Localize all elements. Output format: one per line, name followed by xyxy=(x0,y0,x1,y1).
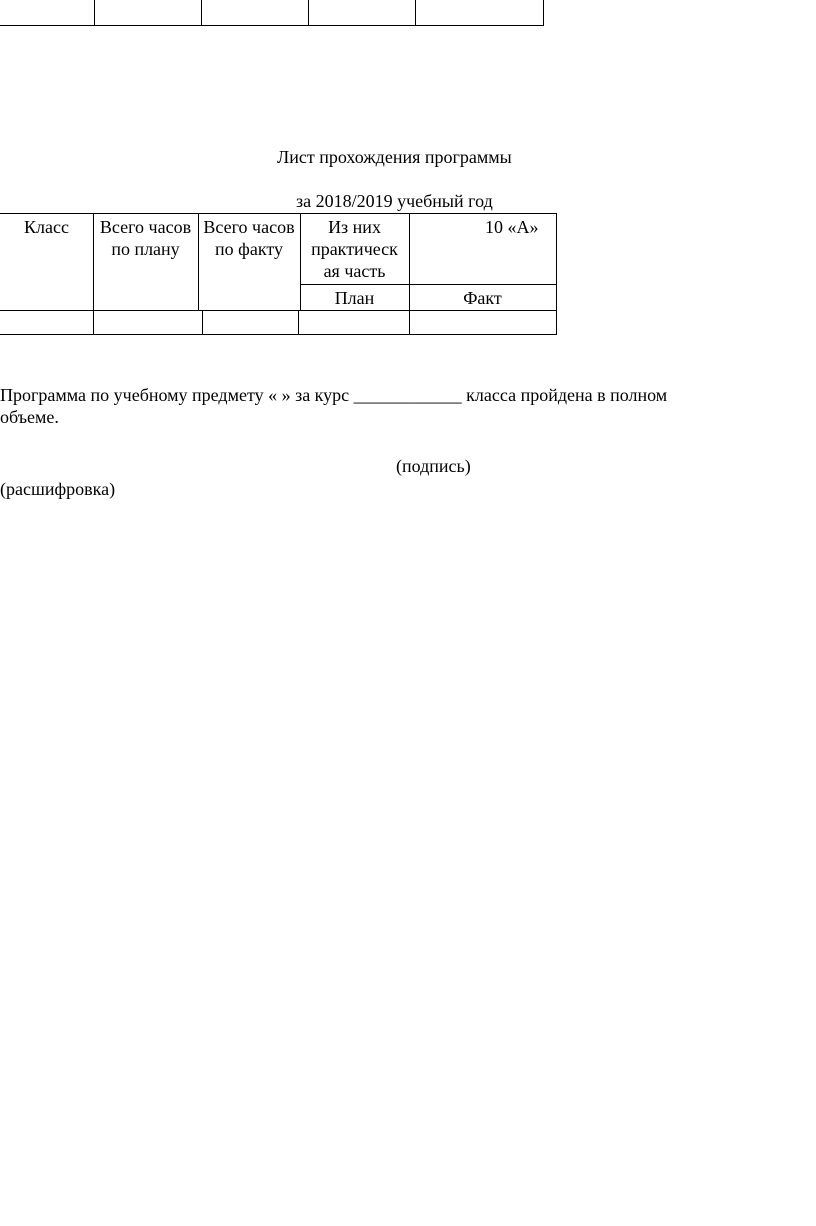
header-actual-hours-line1: Всего часов xyxy=(203,217,295,237)
decoding-label: (расшифровка) xyxy=(0,479,116,499)
academic-year: за 2018/2019 учебный год xyxy=(296,191,493,211)
header-practical xyxy=(300,216,409,282)
completion-statement-line1: Программа по учебному предмету « » за курс ____________ класса пройдена в полном xyxy=(0,385,668,405)
header-planned-hours xyxy=(93,216,198,260)
top-partial-table xyxy=(0,0,544,26)
header-planned-hours-line1: Всего часов xyxy=(99,217,192,237)
header-class: Класс xyxy=(24,217,69,237)
header-practical-line3: ая часть xyxy=(323,261,386,281)
header-practical-line1: Из них xyxy=(328,217,381,237)
signature-label: (подпись) xyxy=(396,456,471,476)
header-practical-line2: практическ xyxy=(311,239,398,259)
completion-statement xyxy=(0,384,816,428)
header-actual-hours xyxy=(198,216,300,260)
header-planned-hours-line2: по плану xyxy=(111,239,180,259)
page-title: Лист прохождения программы xyxy=(277,147,512,167)
completion-statement-line2: объеме. xyxy=(0,407,59,427)
header-fact: Факт xyxy=(463,288,502,308)
progress-table xyxy=(0,213,557,335)
header-plan: План xyxy=(334,288,375,308)
class-value: 10 «А» xyxy=(485,217,539,237)
header-actual-hours-line2: по факту xyxy=(215,239,283,259)
